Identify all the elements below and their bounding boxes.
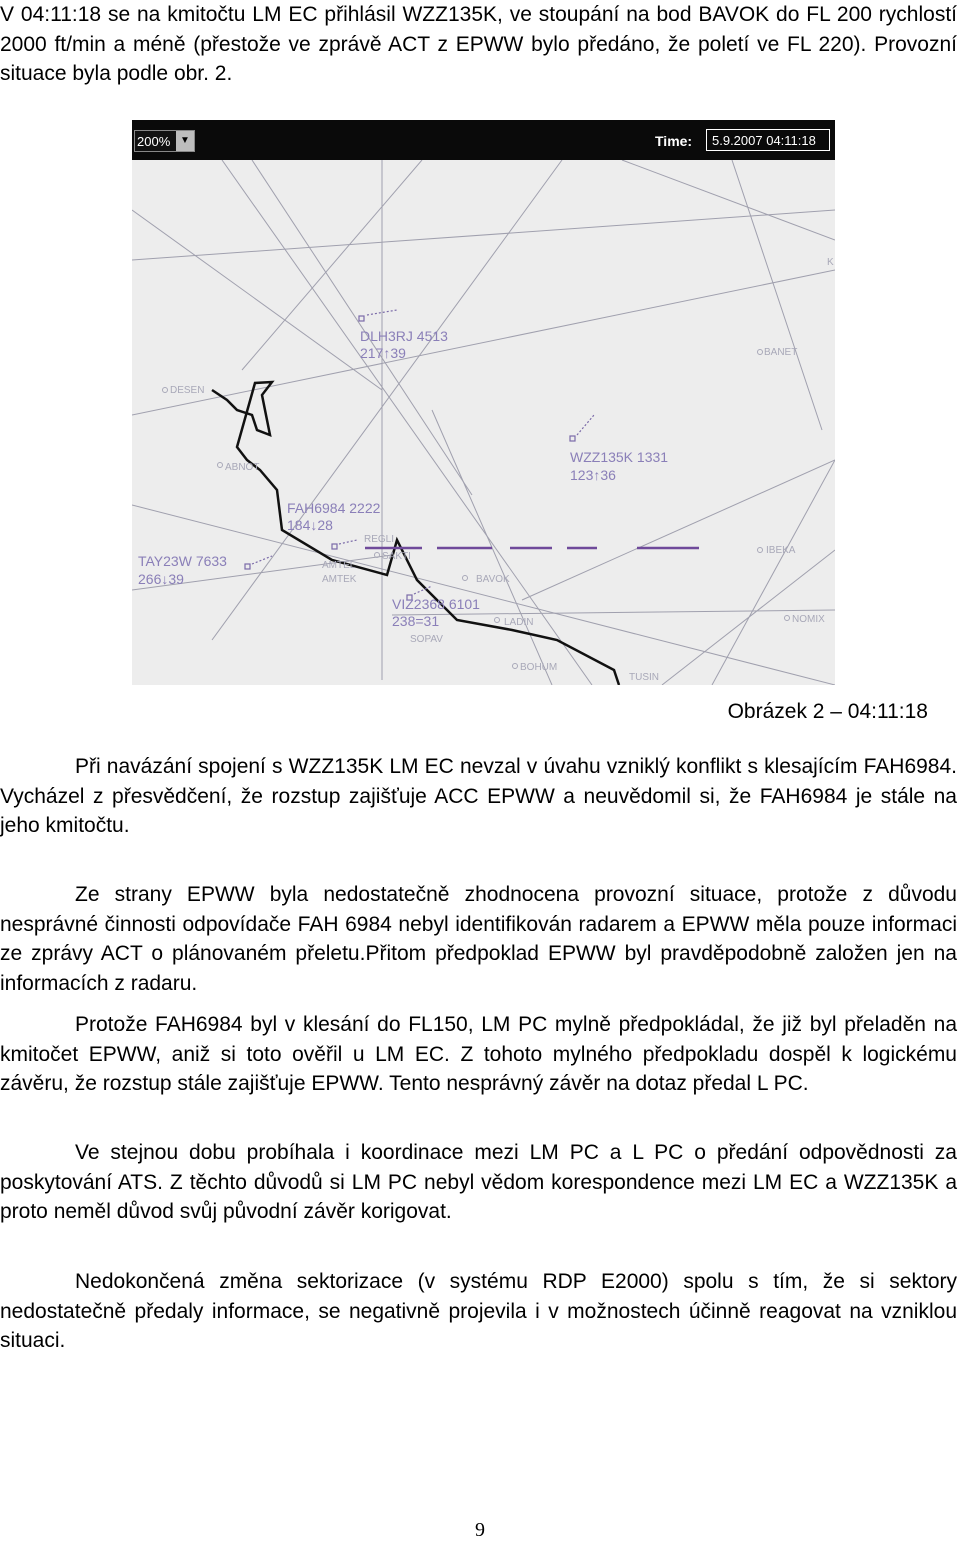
paragraph-5: Ve stejnou dobu probíhala i koordinace mezi LM PC a L PC o předání odpovědnosti za poskytování ATS. Z těchto důvodů si LM PC nebyl vědom korespondence mezi LM EC a WZZ135K a proto neměl důvod svůj původní závěr korigovat. xyxy=(0,1141,957,1223)
fix-label: NOMIX xyxy=(792,614,825,625)
fix-label: IBEKA xyxy=(766,545,796,556)
fix-label: ABNOT xyxy=(225,462,260,473)
fix-labels xyxy=(170,257,834,683)
time-value: 5.9.2007 04:11:18 xyxy=(706,129,830,151)
page-number: 9 xyxy=(475,1519,485,1541)
paragraph-3: Ze strany EPWW byla nedostatečně zhodnocena provozní situace, protože z důvodu nesprávné činnosti odpovídače FAH 6984 nebyl identifikován radarem a EPWW měla pouze informaci ze zprávy ACT o plánovaném přeletu.Přitom předpoklad EPWW byl pravděpodobně založen jen na informacích z radaru. xyxy=(0,883,957,995)
fix-symbols xyxy=(163,350,790,669)
radar-screenshot xyxy=(132,120,835,685)
paragraph-2: Při navázání spojení s WZZ135K LM EC nevzal v úvahu vzniklý konflikt s klesajícím FAH6984. Vycházel z přesvědčení, že rozstup zajišťuje ACC EPWW a neuvědomil si, že FAH6984 je stále na jeho kmitočtu. xyxy=(0,755,957,837)
paragraph-4: Protože FAH6984 byl v klesání do FL150, LM PC mylně předpokládal, že již byl přeladěn na kmitočet EPWW, aniž si toto ověřil u LM EC. Z tohoto mylného předpokladu dospěl k logickému závěru, že rozstup stále zajišťuje EPWW. Tento nesprávný závěr na dotaz předal L PC. xyxy=(0,1013,957,1095)
fix-label: DESEN xyxy=(170,385,205,396)
fix-label: BANET xyxy=(764,347,798,358)
fix-label: AMTEL xyxy=(322,560,356,571)
flight-labels xyxy=(138,328,668,629)
fix-label: LADIN xyxy=(504,617,534,628)
flight-callsign[interactable]: FAH6984 2222 xyxy=(287,500,381,516)
sector-lines xyxy=(132,160,835,685)
time-label: Time: xyxy=(655,133,693,149)
flight-callsign[interactable]: VIZ2368 6101 xyxy=(392,596,480,612)
figure-caption: Obrázek 2 – 04:11:18 xyxy=(727,700,928,723)
flight-data: 266↓39 xyxy=(138,571,184,587)
fix-label: SOPAV xyxy=(410,634,443,645)
fix-label: BOHUM xyxy=(520,662,558,673)
radar-toolbar xyxy=(132,120,835,160)
paragraph-6: Nedokončená změna sektorizace (v systému RDP E2000) spolu s tím, že si sektory nedostatečně předaly informace, se negativně projevila i v možnostech účinně reagovat na vzniklou situaci. xyxy=(0,1270,957,1352)
flight-data: 184↓28 xyxy=(287,517,333,533)
flight-data: 123↑36 xyxy=(570,467,616,483)
fix-label: BAVOK xyxy=(476,574,510,585)
flight-data: 217↑39 xyxy=(360,345,406,361)
flight-callsign[interactable]: DLH3RJ 4513 xyxy=(360,328,448,344)
chevron-down-icon[interactable]: ▼ xyxy=(176,131,194,151)
paragraph-1: V 04:11:18 se na kmitočtu LM EC přihlásil WZZ135K, ve stoupání na bod BAVOK do FL 200 rychlostí 2000 ft/min a méně (přestože ve zprávě ACT z EPWW bylo předáno, že poletí ve FL 220). Provozní situace byla podle obr. 2. xyxy=(0,3,957,85)
flight-data: 238=31 xyxy=(392,613,440,629)
fix-label: AMTEK xyxy=(322,574,357,585)
aircraft-symbols xyxy=(245,310,594,600)
flight-callsign[interactable]: TAY23W 7633 xyxy=(138,553,227,569)
flight-callsign[interactable]: WZZ135K 1331 xyxy=(570,449,669,465)
radar-map xyxy=(132,160,835,685)
fix-label: SAKTI xyxy=(382,551,411,562)
fix-label: TUSIN xyxy=(629,672,659,683)
fix-label: K xyxy=(827,257,834,268)
fix-label: REGLI xyxy=(364,534,395,545)
zoom-value: 200% xyxy=(137,134,171,149)
